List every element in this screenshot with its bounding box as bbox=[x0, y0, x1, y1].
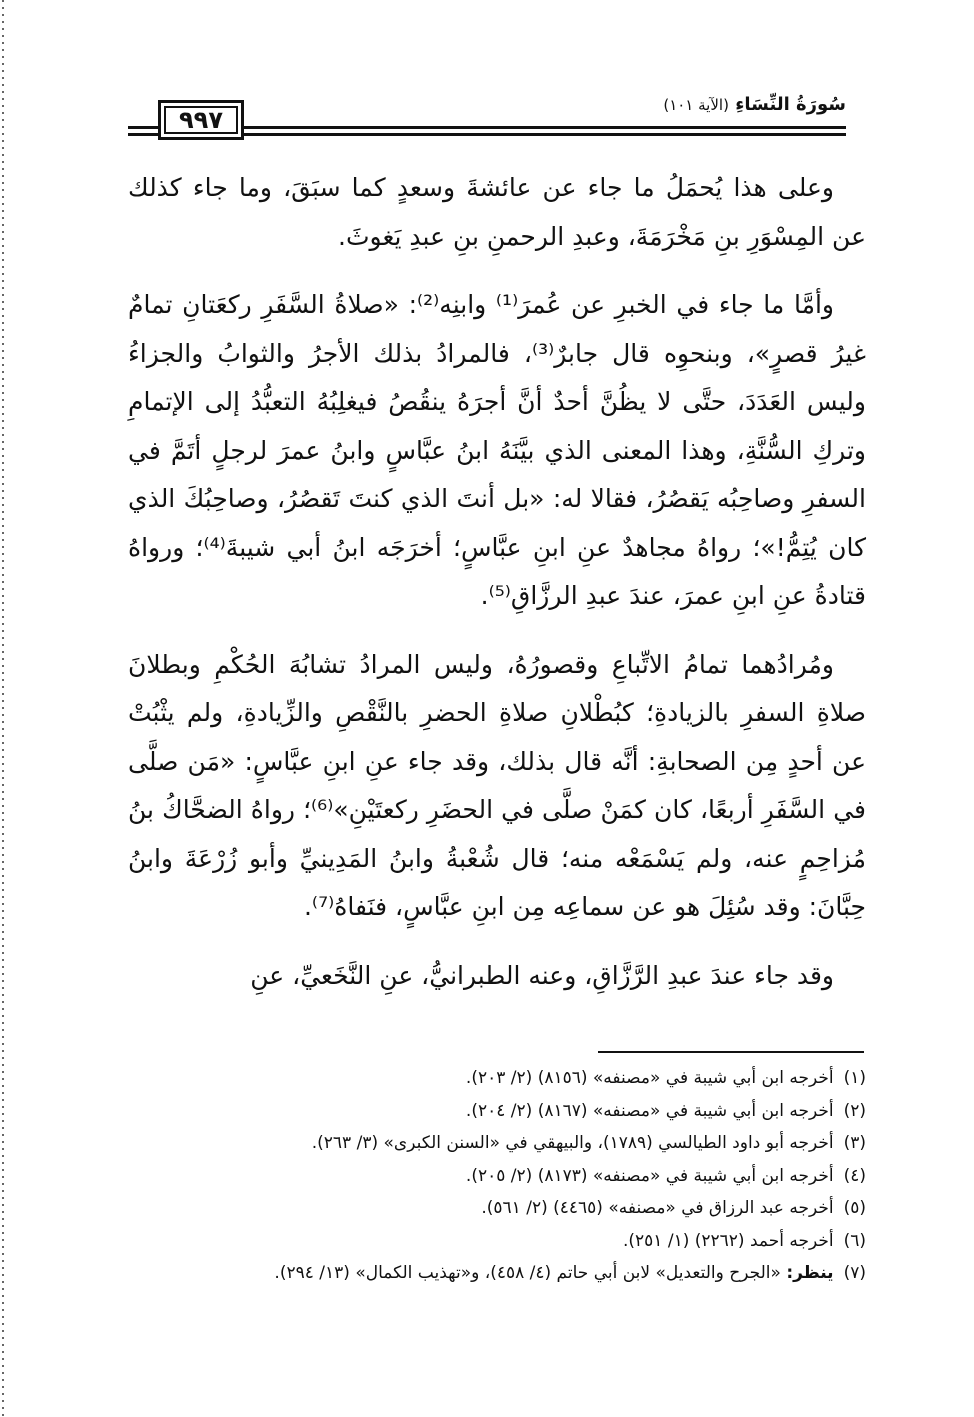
footnote-number: (١) bbox=[843, 1068, 866, 1088]
scan-edge-marks bbox=[2, 0, 4, 1417]
footnote-text: أخرجه ابن أبي شيبة في «مصنفه» (٨١٧٣) (٢/ ٢٠٥). bbox=[465, 1165, 834, 1186]
footnote-keyword: ينظر: bbox=[786, 1263, 834, 1283]
surah-title bbox=[653, 94, 846, 115]
footnote-number: (٧) bbox=[843, 1263, 866, 1283]
footnote-text: أخرجه أحمد (٢٢٦٢) (١/ ٢٥١). bbox=[622, 1230, 834, 1251]
footnote-item bbox=[150, 1127, 866, 1160]
footnote-number: (٥) bbox=[843, 1198, 866, 1218]
paragraph: وقد جاء عندَ عبدِ الرَّزَّاقِ، وعنه الطبرانيُّ، عنِ النَّخَعيِّ، عنِ bbox=[250, 960, 834, 990]
footnote-text: أخرجه ابن أبي شيبة في «مصنفه» (٨١٦٧) (٢/ ٢٠٤). bbox=[465, 1100, 834, 1121]
footnote-number: (٢) bbox=[843, 1100, 866, 1121]
footnote-item bbox=[150, 1192, 866, 1225]
footnote-item bbox=[150, 1225, 866, 1258]
footnote-item bbox=[150, 1160, 866, 1193]
footnote-item bbox=[150, 1062, 866, 1095]
main-text bbox=[128, 164, 866, 1020]
footnote-number: (٣) bbox=[843, 1133, 866, 1153]
footnote-text: «الجرح والتعديل» لابن أبي حاتم (٤/ ٤٥٨)، و«تهذيب الكمال» (١٣/ ٢٩٤). bbox=[274, 1263, 781, 1283]
page-number: ٩٩٧ bbox=[164, 106, 238, 134]
footnote-text: أخرجه أبو داود الطيالسي (١٧٨٩)، والبيهقي في «السنن الكبرى» (٣/ ٢٦٣). bbox=[311, 1133, 834, 1153]
footnote-item bbox=[150, 1095, 866, 1128]
page-header bbox=[128, 92, 846, 150]
footnotes bbox=[150, 1062, 866, 1290]
page-number-box bbox=[158, 100, 244, 140]
footnote-separator bbox=[598, 1051, 864, 1053]
paragraph: ومُرادُهما تمامُ الاتِّباعِ وقصورُهُ، وليس المرادُ تشابُهَ الحُكْمِ وبطلانَ صلاةِ السفرِ بالزيادةِ؛ كبُطْلانِ صلاةِ الحضرِ بالنَّقْصِ والزِّيادةِ، ولم يثْبُتْ عن أحدٍ مِن الصحابةِ: أنَّه قال بذلك، وقد جاء عنِ ابنِ عبَّاسٍ: «مَن صلَّى في السَّفَرِ أربعًا، كان كمَنْ صلَّى في الحضَرِ ركعتَيْنِ»⁽⁶⁾؛ رواهُ الضحَّاكُ بنُ مُزاحِمٍ عنه، ولم يَسْمَعْه منه؛ قال شُعْبةُ وابنُ المَدِينيِّ وأبو زُرْعَةَ وابنُ حِبَّانَ: وقد سُئِلَ هو عن سماعِه مِن ابنِ عبَّاسٍ، فنَفاهُ⁽⁷⁾. bbox=[128, 649, 866, 921]
footnote-text: أخرجه عبد الرزاق في «مصنفه» (٤٤٦٥) (٢/ ٥٦١). bbox=[481, 1198, 834, 1218]
footnote-text: أخرجه ابن أبي شيبة في «مصنفه» (٨١٥٦) (٢/ ٢٠٣). bbox=[465, 1068, 834, 1088]
ayah-label: (الآية ١٠١) bbox=[663, 96, 729, 114]
footnote-number: (٦) bbox=[843, 1230, 866, 1251]
footnote-item bbox=[150, 1257, 866, 1290]
footnote-number: (٤) bbox=[843, 1165, 866, 1186]
paragraph: وأمَّا ما جاء في الخبرِ عن عُمرَ⁽¹⁾ وابنِه⁽²⁾: «صلاةُ السَّفَرِ ركعَتانِ تمامٌ غيرُ قصرٍ»، وبنحوِه قال جابرٌ⁽³⁾، فالمرادُ بذلك الأجرُ والثوابُ والجزاءُ وليس العَدَدَ، حتَّى لا يظُنَّ أحدٌ أنَّ أجرَهُ ينقُصُ فيغلِبُهُ التعبُّدُ إلى الإتمامِ وتركِ السُّنَّةِ، وهذا المعنى الذي بيَّنَهُ ابنُ عبَّاسٍ وابنُ عمرَ لرجلٍ أتَمَّ في السفرِ وصاحِبُه يَقصُرُ، فقالا له: «بل أنتَ الذي كنتَ تَقصُرُ، وصاحِبُكَ الذي كان يُتِمُّ!»؛ رواهُ مجاهدٌ عنِ ابنِ عبَّاسٍ؛ أخرَجَه ابنُ أبي شيبةَ⁽⁴⁾؛ ورواهُ قتادةُ عنِ ابنِ عمرَ، عندَ عبدِ الرزَّاقِ⁽⁵⁾. bbox=[128, 290, 867, 610]
paragraph: وعلى هذا يُحمَلُ ما جاء عن عائشةَ وسعدٍ كما سبَقَ، وما جاء كذلك عن المِسْوَرِ بنِ مَخْرَمَةَ، وعبدِ الرحمنِ بنِ عبدِ يَغوثَ. bbox=[128, 173, 866, 251]
surah-name: سُورَةُ النِّسَاءِ bbox=[735, 94, 846, 115]
